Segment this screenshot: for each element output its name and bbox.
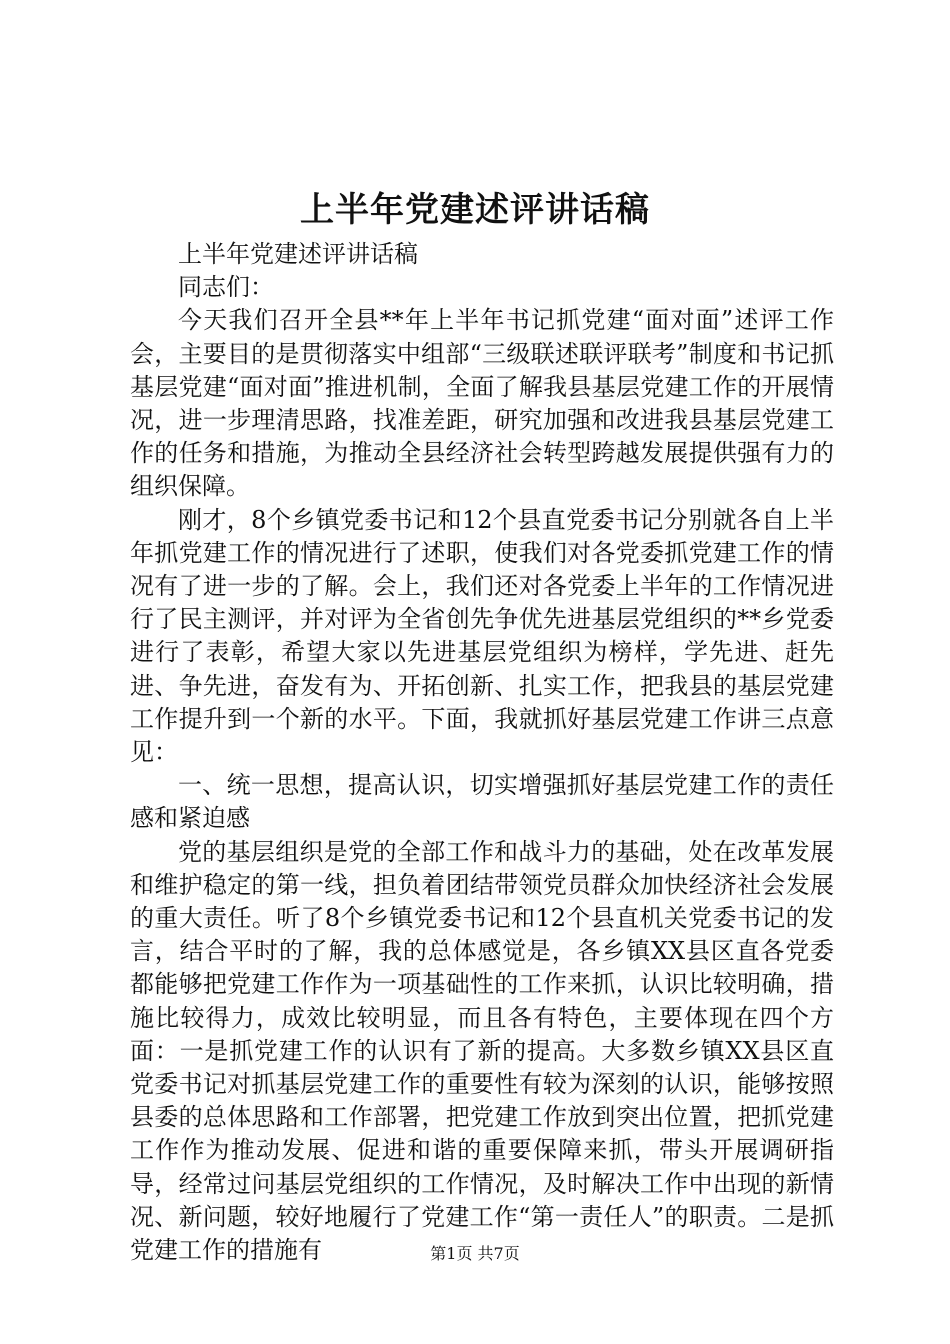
document-title: 上半年党建述评讲话稿 (300, 190, 650, 230)
page-footer: 第1页 共7页 (430, 1244, 520, 1263)
paragraph-intro: 今天我们召开全县**年上半年书记抓党建“面对面”述评工作会，主要目的是贯彻落实中组部“三级联述联评联考”制度和书记抓基层党建“面对面”推进机制，全面了解我县基层党建工作的开展情况，进一步理清思路，找准差距，研究加强和改进我县基层党建工作的任务和措施，为推动全县经济社会转型跨越发展提供强有力的组织保障。 (130, 306, 834, 501)
paragraph-heading-one: 一、统一思想，提高认识，切实增强抓好基层党建工作的责任感和紧迫感 (130, 771, 834, 833)
paragraph-review: 刚才，8个乡镇党委书记和12个县直党委书记分别就各自上半年抓党建工作的情况进行了述职，使我们对各党委抓党建工作的情况有了进一步的了解。会上，我们还对各党委上半年的工作情况进行了民主测评，并对评为全省创先争优先进基层党组织的**乡党委进行了表彰，希望大家以先进基层党组织为榜样，学先进、赶先进、争先进，奋发有为、开拓创新、扎实工作，把我县的基层党建工作提升到一个新的水平。下面，我就抓好基层党建工作讲三点意见： (130, 505, 834, 767)
paragraph-salutation: 同志们： (178, 273, 274, 302)
paragraph-subtitle: 上半年党建述评讲话稿 (178, 240, 418, 268)
document-body (130, 238, 834, 1267)
paragraph-body-one: 党的基层组织是党的全部工作和战斗力的基础，处在改革发展和维护稳定的第一线，担负着团结带领党员群众加快经济社会发展的重大责任。听了8个乡镇党委书记和12个县直机关党委书记的发言，结合平时的了解，我的总体感觉是，各乡镇XX县区直各党委都能够把党建工作作为一项基础性的工作来抓，认识比较明确，措施比较得力，成效比较明显，而且各有特色，主要体现在四个方面：一是抓党建工作的认识有了新的提高。大多数乡镇XX县区直党委书记对抓基层党建工作的重要性有较为深刻的认识，能够按照县委的总体思路和工作部署，把党建工作放到突出位置，把抓党建工作作为推动发展、促进和谐的重要保障来抓，带头开展调研指导，经常过问基层党组织的工作情况，及时解决工作中出现的新情况、新问题，较好地履行了党建工作“第一责任人”的职责。二是抓党建工作的措施有 (130, 837, 834, 1265)
